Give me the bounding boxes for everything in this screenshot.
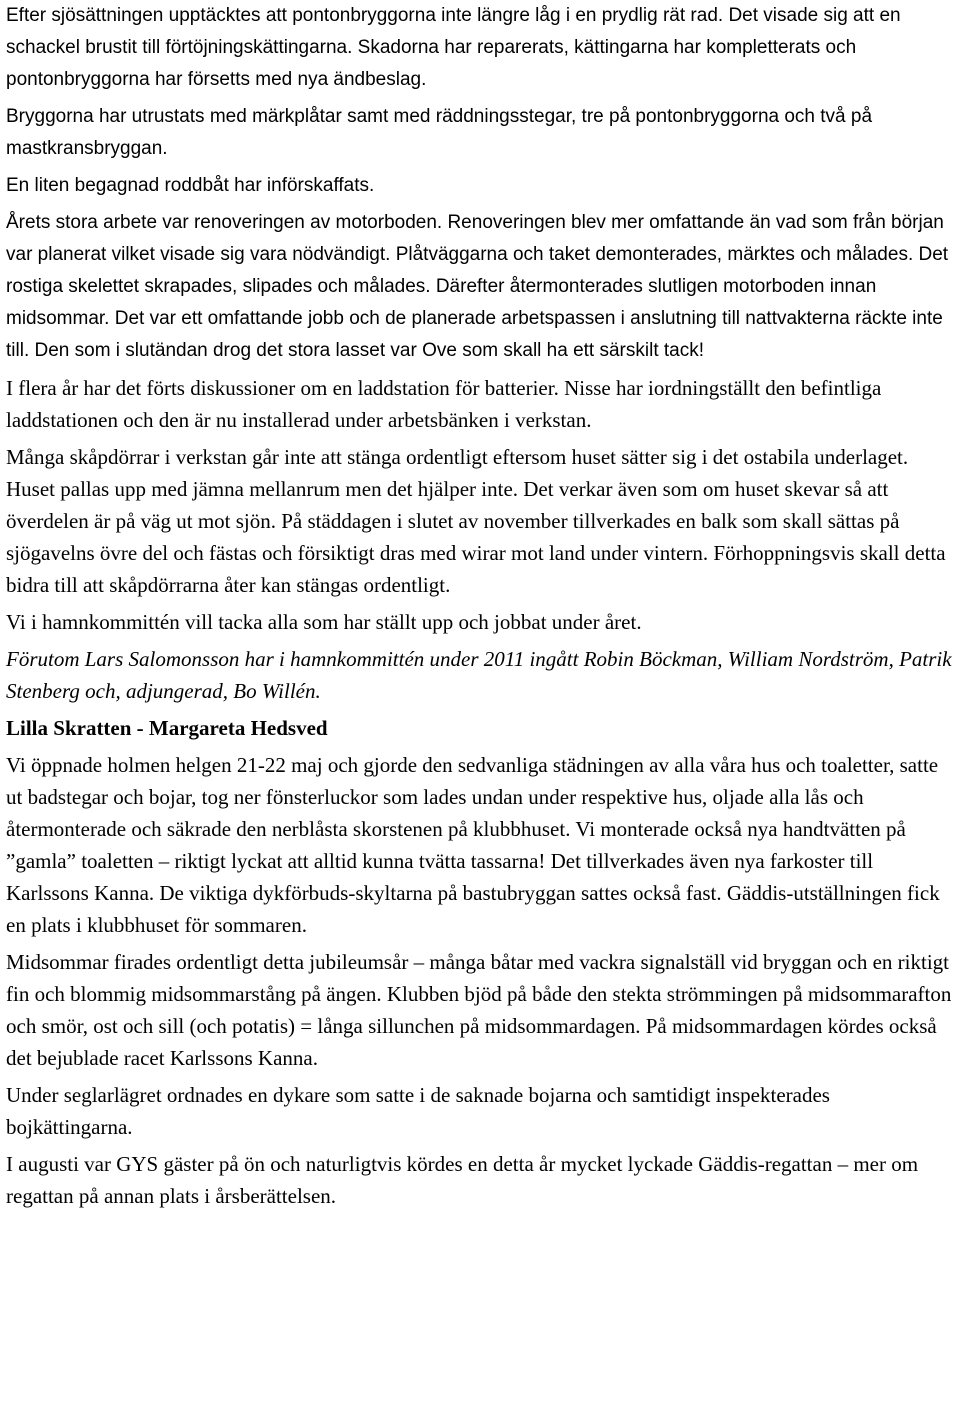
- paragraph-thanks: Vi i hamnkommittén vill tacka alla som har ställt upp och jobbat under året.: [6, 610, 642, 634]
- paragraph-midsommar: Midsommar firades ordentligt detta jubileumsår – många båtar med vackra signalställ vid bryggan och en riktigt fin och blommig midsommarstång på ängen. Klubben bjöd på både den stekta strömmingen på midsommarafton och smör, ost och sill (och potatis) = långa sillunchen på midsommardagen. På midsommardagen kördes också det bejublade racet Karlssons Kanna.: [6, 950, 952, 1070]
- section-heading: Lilla Skratten - Margareta Hedsved: [6, 716, 328, 740]
- paragraph-opening: Vi öppnade holmen helgen 21-22 maj och gjorde den sedvanliga städningen av alla våra hus och toaletter, satte ut badstegar och bojar, tog ner fönsterluckor som lades undan under respektive hus, oljade alla lås och återmonterade och säkrade den nerblåsta skorstenen på klubbhuset. Vi monterade också nya handtvätten på ”gamla” toaletten – riktigt lyckat att alltid kunna tvätta tassarna! Det tillverkades även nya farkoster till Karlssons Kanna. De viktiga dykförbuds-skyltarna på bastubryggan sattes också fast. Gäddis-utställningen fick en plats i klubbhuset för sommaren.: [6, 753, 940, 937]
- paragraph-rowboat: En liten begagnad roddbåt har införskaffats.: [6, 175, 375, 196]
- paragraph-ladders: Bryggorna har utrustats med märkplåtar samt med räddningsstegar, tre på pontonbryggorna och två på mastkransbryggan.: [6, 106, 873, 159]
- paragraph-motorboden: Årets stora arbete var renoveringen av motorboden. Renoveringen blev mer omfattande än vad som från början var planerat vilket visade sig vara nödvändigt. Plåtväggarna och taket demonterades, märktes och målades. Det rostiga skelettet skrapades, slipades och målades. Därefter återmonterades slutligen motorboden innan midsommar. Det var ett omfattande jobb och de planerade arbetspassen i anslutning till nattvakterna räckte inte till. Den som i slutändan drog det stora lasset var Ove som skall ha ett särskilt tack!: [6, 212, 949, 361]
- paragraph-skapdorrar: Många skåpdörrar i verkstan går inte att stänga ordentligt eftersom huset sätter sig i det ostabila underlaget. Huset pallas upp med jämna mellanrum men det hjälper inte. Det verkar även som om huset skevar så att överdelen är på väg ut mot sjön. På städdagen i slutet av november tillverkades en balk som skall sättas på sjögavelns övre del och fästas och försiktigt dras med wirar mot land under vintern. Förhoppningsvis skall detta bidra till att skåpdörrarna åter kan stängas ordentligt.: [6, 445, 946, 597]
- paragraph-committee-members: Förutom Lars Salomonsson har i hamnkommittén under 2011 ingått Robin Böckman, William Nordström, Patrik Stenberg och, adjungerad, Bo Willén.: [6, 647, 952, 703]
- document-page: [6, 0, 956, 1212]
- paragraph-seglarlager: Under seglarlägret ordnades en dykare som satte i de saknade bojarna och samtidigt inspekterades bojkättingarna.: [6, 1083, 830, 1139]
- paragraph-gys: I augusti var GYS gäster på ön och naturligtvis kördes en detta år mycket lyckade Gäddis-regattan – mer om regattan på annan plats i årsberättelsen.: [6, 1152, 919, 1208]
- paragraph-laddstation: I flera år har det förts diskussioner om en laddstation för batterier. Nisse har iordningställt den befintliga laddstationen och den är nu installerad under arbetsbänken i verkstan.: [6, 376, 882, 432]
- paragraph-pontoon-repair: Efter sjösättningen upptäcktes att pontonbryggorna inte längre låg i en prydlig rät rad. Det visade sig att en schackel brustit till förtöjningskättingarna. Skadorna har reparerats, kättingarna har kompletterats och pontonbryggorna har försetts med nya ändbeslag.: [6, 5, 901, 90]
